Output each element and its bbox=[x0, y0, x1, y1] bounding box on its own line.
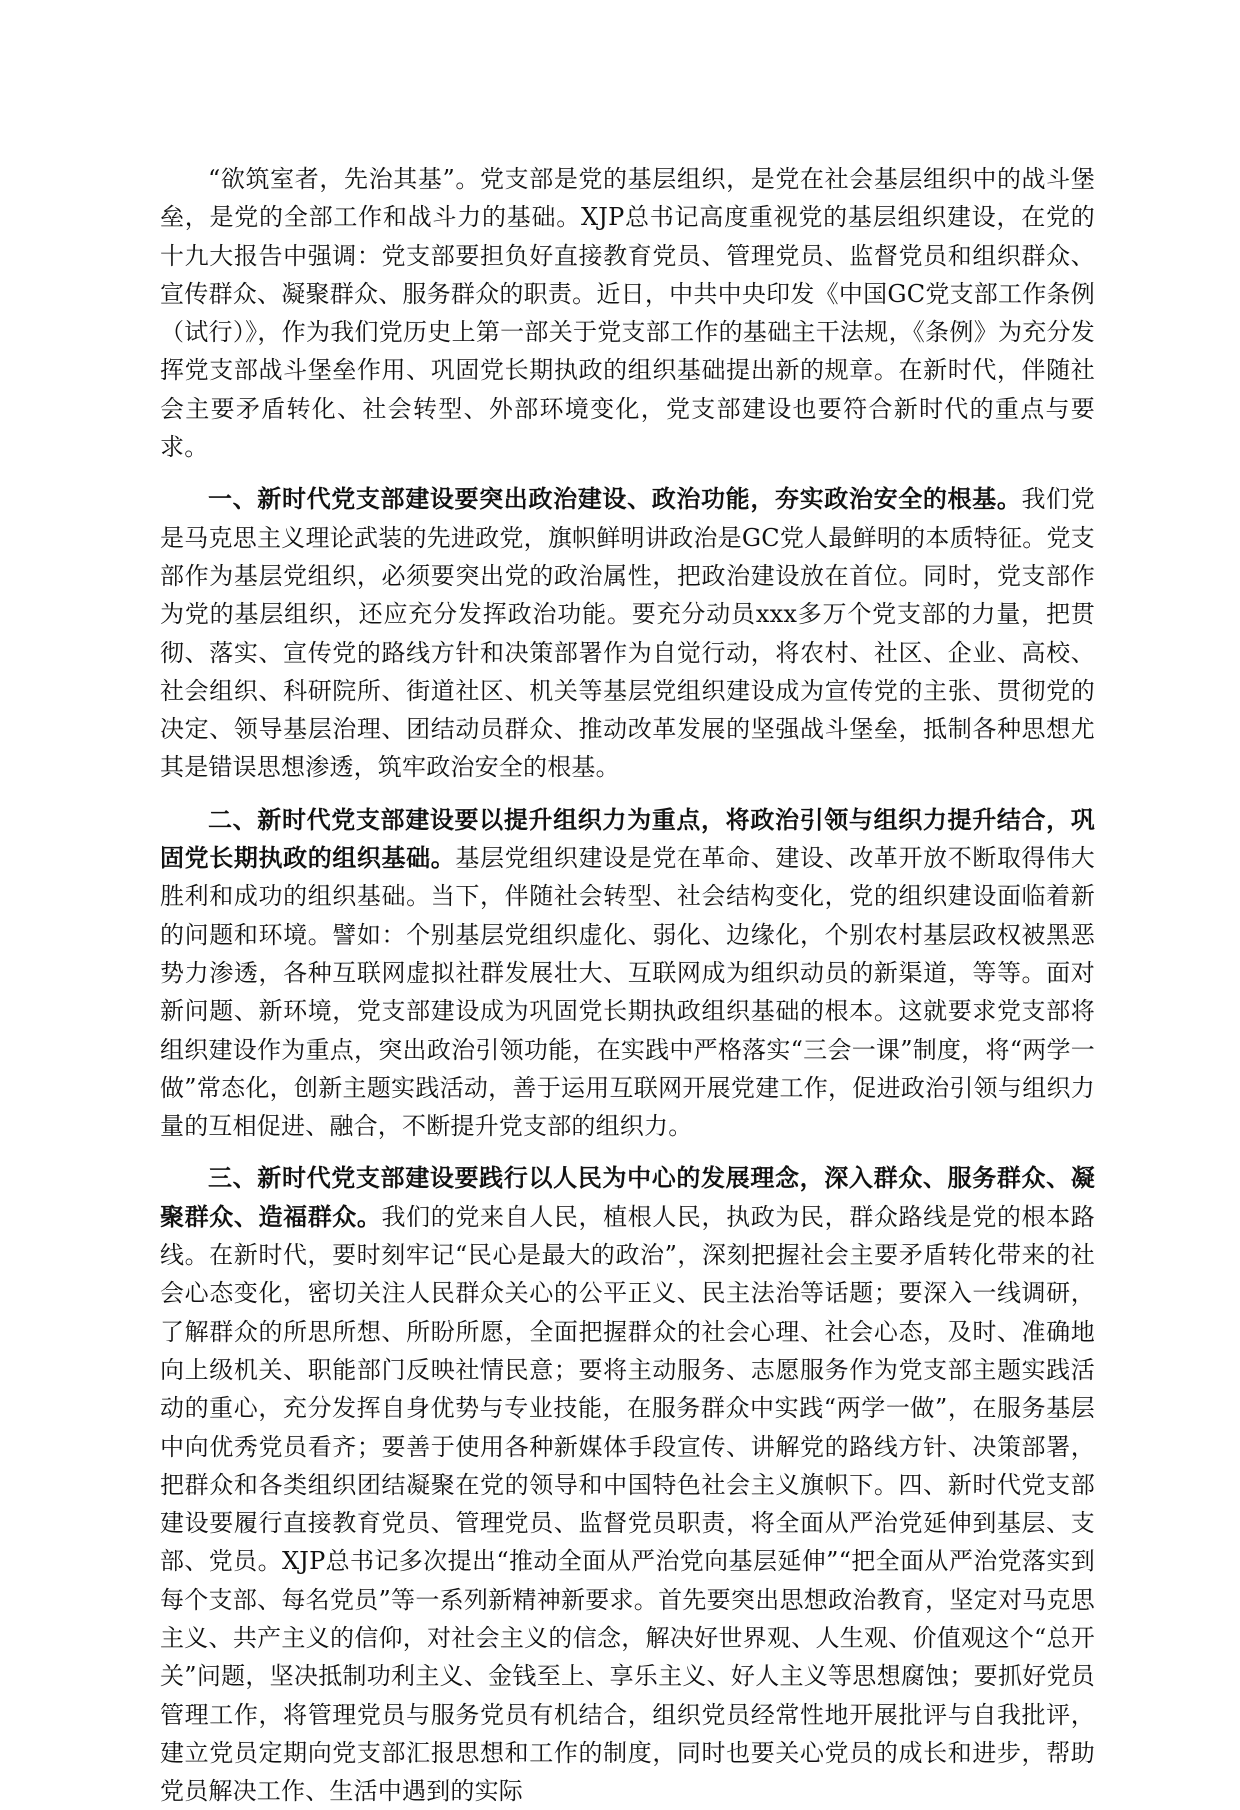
section-one-paragraph bbox=[160, 480, 1095, 786]
paragraph-body: “欲筑室者，先治其基”。党支部是党的基层组织，是党在社会基层组织中的战斗堡垒，是党的全部工作和战斗力的基础。XJP总书记高度重视党的基层组织建设，在党的十九大报告中强调：党支部要担负好直接教育党员、管理党员、监督党员和组织群众、宣传群众、凝聚群众、服务群众的职责。近日，中共中央印发《中国GC党支部工作条例（试行）》，作为我们党历史上第一部关于党支部工作的基础主干法规，《条例》为充分发挥党支部战斗堡垒作用、巩固党长期执政的组织基础提出新的规章。在新时代，伴随社会主要矛盾转化、社会转型、外部环境变化，党支部建设也要符合新时代的重点与要求。 bbox=[160, 165, 1095, 462]
section-one-body: 我们党是马克思主义理论武装的先进政党，旗帜鲜明讲政治是GC党人最鲜明的本质特征。党支部作为基层党组织，必须要突出党的政治属性，把政治建设放在首位。同时，党支部作为党的基层组织，还应充分发挥政治功能。要充分动员xxx多万个党支部的力量，把贯彻、落实、宣传党的路线方针和决策部署作为自觉行动，将农村、社区、企业、高校、社会组织、科研院所、街道社区、机关等基层党组织建设成为宣传党的主张、贯彻党的决定、领导基层治理、团结动员群众、推动改革发展的坚强战斗堡垒，抵制各种思想尤其是错误思想渗透，筑牢政治安全的根基。 bbox=[160, 485, 1095, 782]
section-one-heading: 一、新时代党支部建设要突出政治建设、政治功能，夯实政治安全的根基。 bbox=[208, 484, 1022, 514]
section-three-heading: 三、新时代党支部建设要践行以人民为中心的发展理念，深入群众、服务群众、凝聚群众、造福群众。 bbox=[160, 1163, 1095, 1231]
section-two-heading: 二、新时代党支部建设要以提升组织力为重点，将政治引领与组织力提升结合，巩固党长期执政的组织基础。 bbox=[160, 804, 1095, 873]
section-three-body: 我们的党来自人民，植根人民，执政为民，群众路线是党的根本路线。在新时代，要时刻牢记“民心是最大的政治”，深刻把握社会主要矛盾转化带来的社会心态变化，密切关注人民群众关心的公平正义、民主法治等话题；要深入一线调研，了解群众的所思所想、所盼所愿，全面把握群众的社会心理、社会心态，及时、准确地向上级机关、职能部门反映社情民意；要将主动服务、志愿服务作为党支部主题实践活动的重心，充分发挥自身优势与专业技能，在服务群众中实践“两学一做”，在服务基层中向优秀党员看齐；要善于使用各种新媒体手段宣传、讲解党的路线方针、决策部署，把群众和各类组织团结凝聚在党的领导和中国特色社会主义旗帜下。四、新时代党支部建设要履行直接教育党员、管理党员、监督党员职责，将全面从严治党延伸到基层、支部、党员。XJP总书记多次提出“推动全面从严治党向基层延伸”“把全面从严治党落实到每个支部、每名党员”等一系列新精神新要求。首先要突出思想政治教育，坚定对马克思主义、共产主义的信仰，对社会主义的信念，解决好世界观、人生观、价值观这个“总开关”问题，坚决抵制功利主义、金钱至上、享乐主义、好人主义等思想腐蚀；要抓好党员管理工作，将管理党员与服务党员有机结合，组织党员经常性地开展批评与自我批评，建立党员定期向党支部汇报思想和工作的制度，同时也要关心党员的成长和进步，帮助党员解决工作、生活中遇到的实际 bbox=[160, 1202, 1095, 1806]
section-two-body: 基层党组织建设是党在革命、建设、改革开放不断取得伟大胜利和成功的组织基础。当下，伴随社会转型、社会结构变化，党的组织建设面临着新的问题和环境。譬如：个别基层党组织虚化、弱化、边缘化，个别农村基层政权被黑恶势力渗透，各种互联网虚拟社群发展壮大、互联网成为组织动员的新渠道，等等。面对新问题、新环境，党支部建设成为巩固党长期执政组织基础的根本。这就要求党支部将组织建设作为重点，突出政治引领功能，在实践中严格落实“三会一课”制度，将“两学一做”常态化，创新主题实践活动，善于运用互联网开展党建工作，促进政治引领与组织力量的互相促进、融合，不断提升党支部的组织力。 bbox=[160, 844, 1095, 1141]
section-two-paragraph bbox=[160, 801, 1095, 1146]
section-three-paragraph bbox=[160, 1159, 1095, 1810]
intro-paragraph bbox=[160, 160, 1095, 466]
